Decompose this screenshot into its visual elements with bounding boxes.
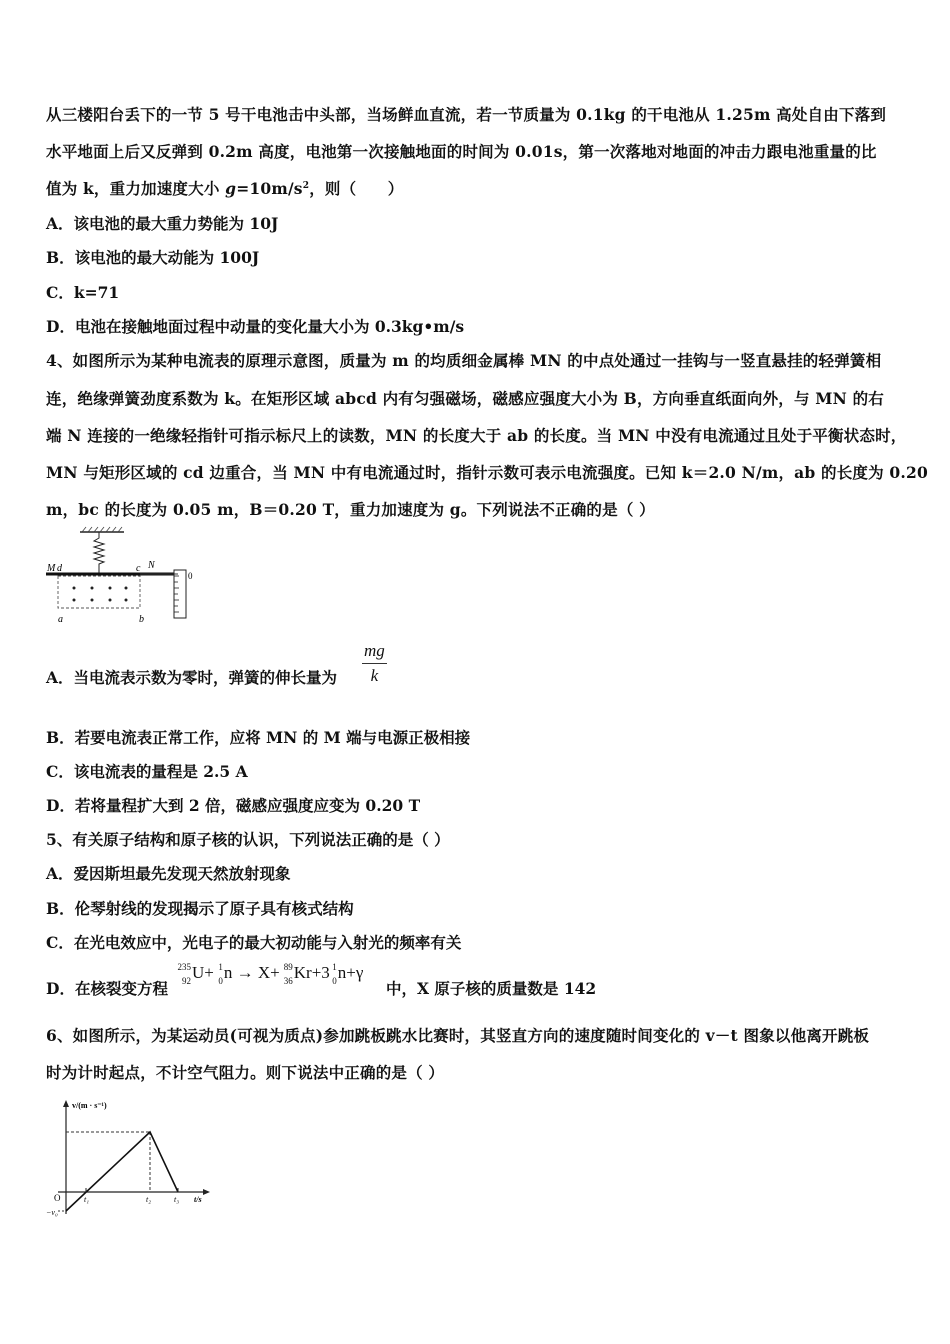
x-symbol: X+ [257, 962, 280, 982]
graph-t3: t₃ [174, 1195, 180, 1204]
q3-g-value: =10m/s [236, 179, 303, 198]
graph-origin: O [54, 1193, 61, 1203]
q4-stem-line4: MN 与矩形区域的 cd 边重合，当 MN 中有电流通过时，指针示数可表示电流强度。已知 k＝2.0 N/m，ab 的长度为 0.20 [46, 463, 928, 482]
label-n: N [148, 560, 155, 571]
q4-option-a: A．当电流表示数为零时，弹簧的伸长量为 [46, 668, 338, 687]
q3-option-d: D．电池在接触地面过程中动量的变化量大小为 0.3kg•m/s [46, 317, 465, 336]
q3-stem-text: 值为 k，重力加速度大小 [46, 179, 226, 198]
label-zero: 0 [188, 571, 193, 581]
n2-indices [330, 962, 338, 986]
q3-exponent: 2 [302, 180, 310, 191]
q3-stem-line2: 水平地面上后又反弹到 0.2m 高度，电池第一次接触地面的时间为 0.01s，第一次落地对地面的冲击力跟电池重量的比 [46, 142, 877, 161]
kr-symbol: Kr+3 [293, 962, 330, 982]
q5-option-d-prefix: D．在核裂变方程 [46, 979, 168, 998]
fraction-mg-over-k [362, 641, 387, 686]
q3-option-c: C．k=71 [46, 283, 120, 302]
q6-stem-line2: 时为计时起点，不计空气阻力。则下说法中正确的是（ ） [46, 1063, 445, 1082]
q3-option-a: A．该电池的最大重力势能为 10J [46, 214, 279, 233]
n1-indices [214, 962, 224, 986]
q4-option-b: B．若要电流表正常工作，应将 MN 的 M 端与电源正极相接 [46, 728, 471, 747]
q5-option-b: B．伦琴射线的发现揭示了原子具有核式结构 [46, 899, 354, 918]
n2-symbol: n+γ [337, 962, 364, 982]
graph-t1: t₁ [84, 1195, 90, 1204]
q3-stem-line1: 从三楼阳台丢下的一节 5 号干电池击中头部，当场鲜血直流，若一节质量为 0.1kg 的干电池从 1.25m 高处自由下落到 [46, 105, 887, 124]
fraction-numerator: mg [362, 641, 387, 664]
q4-stem-line3: 端 N 连接的一绝缘轻指针可指示标尺上的读数，MN 的长度大于 ab 的长度。当 MN 中没有电流通过且处于平衡状态时， [46, 426, 907, 445]
q5-option-a: A．爱因斯坦最先发现天然放射现象 [46, 864, 291, 883]
q3-answer-blank: ，则（ ） [309, 179, 404, 198]
u-atomic-number: 92 [182, 976, 191, 986]
q3-stem-line3 [46, 177, 403, 199]
q5-option-c: C．在光电效应中，光电子的最大初动能与入射光的频率有关 [46, 933, 462, 952]
n2-charge-number: 0 [332, 976, 337, 986]
kr-atomic-number: 36 [283, 976, 293, 986]
kr-mass-number: 89 [283, 962, 293, 972]
label-c: c [136, 563, 141, 574]
q3-g-symbol: g [225, 179, 237, 198]
q4-option-c: C．该电流表的量程是 2.5 A [46, 762, 248, 781]
kr-nuclide-indices [280, 962, 294, 986]
graph-y-label: v/(m · s⁻¹) [72, 1101, 107, 1110]
q3-option-b: B．该电池的最大动能为 100J [46, 248, 260, 267]
q5-stem: 5、有关原子结构和原子核的认识，下列说法正确的是（ ） [46, 830, 450, 849]
u-nuclide-indices [178, 962, 192, 986]
vt-graph [44, 1094, 216, 1224]
n2-mass-number: 1 [332, 962, 337, 972]
q5-option-d-suffix: 中，X 原子核的质量数是 142 [386, 979, 597, 998]
q4-stem-line1: 4、如图所示为某种电流表的原理示意图，质量为 m 的均质细金属棒 MN 的中点处通过一挂钩与一竖直悬挂的轻弹簧相 [46, 351, 882, 370]
u-symbol: U+ [192, 962, 214, 982]
fraction-denominator: k [370, 666, 379, 685]
label-a: a [58, 614, 63, 625]
fission-equation [178, 962, 363, 986]
label-b: b [139, 614, 144, 625]
q6-stem-line1: 6、如图所示，为某运动员(可视为质点)参加跳板跳水比赛时，其竖直方向的速度随时间变化的 v－t 图象以他离开跳板 [46, 1026, 870, 1045]
graph-t2: t₂ [146, 1195, 152, 1204]
n1-charge-number: 0 [218, 976, 223, 986]
q4-option-d: D．若将量程扩大到 2 倍，磁感应强度应变为 0.20 T [46, 796, 421, 815]
q4-stem-line5: m，bc 的长度为 0.05 m，B＝0.20 T，重力加速度为 g。下列说法不正确的是（ ） [46, 500, 655, 519]
graph-v0: −v₀ [46, 1208, 58, 1217]
ammeter-diagram [44, 526, 204, 628]
label-m: M [47, 563, 56, 574]
u-mass-number: 235 [177, 962, 191, 972]
q4-stem-line2: 连，绝缘弹簧劲度系数为 k。在矩形区域 abcd 内有匀强磁场，磁感应强度大小为 B，方向垂直纸面向外，与 MN 的右 [46, 389, 885, 408]
label-d: d [57, 563, 62, 574]
n1-mass-number: 1 [218, 962, 223, 972]
n1-symbol: n → [223, 962, 254, 982]
graph-x-label: t/s [194, 1195, 202, 1204]
